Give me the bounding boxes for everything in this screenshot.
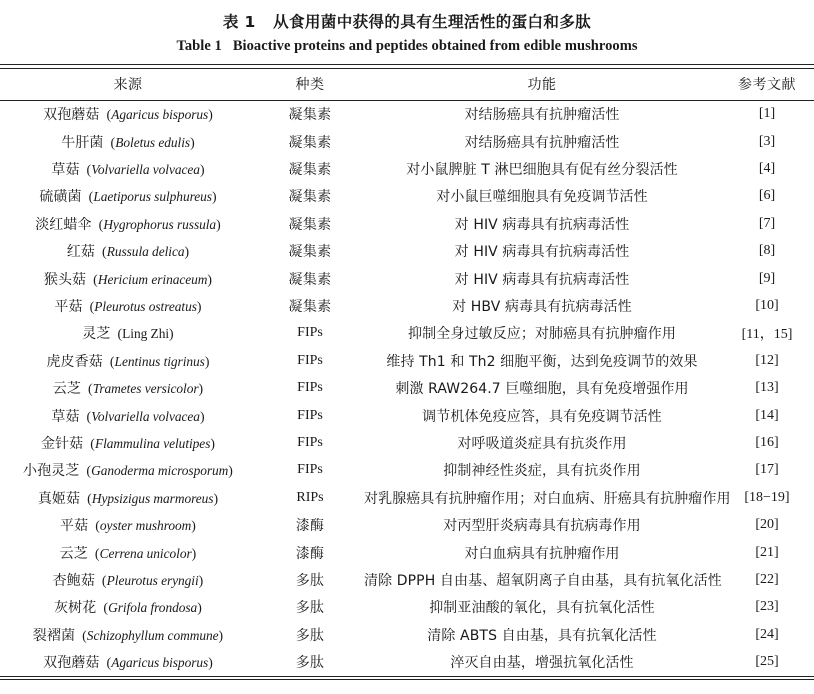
cell-function: 对 HBV 病毒具有抗病毒活性: [452, 299, 632, 316]
cell-reference: [4]: [758, 161, 776, 177]
cell-source: [0, 292, 256, 319]
cell-reference: [25]: [755, 654, 779, 670]
paren-open: (: [86, 271, 98, 287]
cell-function: 对小鼠巨噬细胞具有免疫调节活性: [436, 189, 648, 206]
cell-kind: FIPs: [297, 352, 323, 368]
cell-function: 抑制亚油酸的氧化，具有抗氧化活性: [429, 600, 655, 617]
paren-open: (: [94, 572, 107, 588]
source-chinese-name: 真姬菇: [37, 490, 81, 507]
source-latin-name: Pleurotus ostreatus: [94, 299, 197, 315]
column-header-reference: 参考文献: [738, 76, 796, 93]
table-row: [0, 484, 814, 511]
cell-kind: 凝集素: [288, 162, 332, 179]
paren-close: ): [204, 353, 210, 369]
cell-kind: RIPs: [296, 489, 324, 505]
paren-open: (: [95, 244, 107, 260]
cell-source: [0, 183, 256, 210]
paren-close: ): [228, 463, 233, 479]
cell-reference: [23]: [755, 599, 779, 615]
source-chinese-name: 小孢灵芝: [22, 463, 80, 480]
paren-close: ): [199, 408, 205, 424]
cell-reference: [21]: [755, 544, 779, 560]
table-row: [0, 347, 814, 374]
table-bottom-rule: [0, 676, 814, 681]
source-chinese-name: 草菇: [51, 162, 80, 179]
paren-open: (: [99, 107, 112, 123]
cell-source: [0, 484, 256, 511]
source-chinese-name: 淡红蜡伞: [35, 216, 92, 233]
source-chinese-name: 猴头菇: [43, 271, 87, 288]
paren-open: (: [88, 518, 100, 534]
paren-open: (: [103, 134, 116, 150]
paren-open: (: [99, 655, 112, 671]
cell-kind: 多肽: [295, 655, 325, 672]
cell-kind: 凝集素: [288, 216, 332, 233]
cell-function: 对 HIV 病毒具有抗病毒活性: [454, 271, 630, 288]
table-header: [0, 69, 814, 100]
paren-open: (: [79, 463, 92, 479]
table-row: [0, 594, 814, 621]
table-row: [0, 539, 814, 566]
cell-source: [0, 265, 256, 292]
paren-close: ): [210, 435, 216, 451]
cell-kind: FIPs: [297, 380, 323, 396]
cell-function: 抑制全身过敏反应；对肺癌具有抗肿瘤作用: [408, 326, 676, 343]
cell-function: 对 HIV 病毒具有抗病毒活性: [454, 216, 630, 233]
source-latin-name: Pleurotus eryngii: [106, 572, 199, 588]
paren-close: ): [213, 490, 219, 506]
source-chinese-name: 牛肝菌: [61, 134, 104, 151]
cell-reference: [18−19]: [744, 489, 790, 505]
cell-kind: 漆酶: [295, 545, 325, 562]
paren-open: (: [110, 326, 123, 342]
table-row: [0, 238, 814, 265]
paren-close: ): [169, 326, 174, 342]
source-chinese-name: 杏鲍菇: [52, 572, 95, 589]
paren-open: (: [83, 435, 95, 451]
paren-open: (: [87, 545, 100, 561]
cell-function: 对 HIV 病毒具有抗病毒活性: [454, 244, 630, 261]
column-header-kind: 种类: [295, 76, 325, 93]
table-row: [0, 566, 814, 593]
cell-source: [0, 594, 256, 621]
cell-reference: [10]: [755, 298, 779, 314]
source-chinese-name: 灰树花: [54, 600, 97, 617]
cell-function: 对结肠癌具有抗肿瘤活性: [464, 134, 620, 151]
paren-open: (: [91, 216, 104, 232]
table-row: [0, 429, 814, 456]
source-latin-name: Laetiporus sulphureus: [93, 189, 212, 205]
paren-close: ): [191, 545, 197, 561]
source-latin-name: Flammulina velutipes: [94, 435, 211, 451]
paren-open: (: [79, 408, 92, 424]
cell-function: 清除 ABTS 自由基，具有抗氧化活性: [427, 627, 657, 644]
paren-open: (: [81, 381, 93, 397]
bioactive-proteins-table-body: [0, 101, 814, 676]
cell-function: 清除 DPPH 自由基、超氧阴离子自由基，具有抗氧化活性: [364, 572, 722, 589]
cell-source: [0, 539, 256, 566]
source-chinese-name: 红菇: [66, 244, 95, 261]
cell-source: [0, 128, 256, 155]
cell-kind: 凝集素: [288, 189, 332, 206]
cell-reference: [24]: [755, 626, 779, 642]
cell-function: 维持 Th1 和 Th2 细胞平衡，达到免疫调节的效果: [386, 353, 698, 370]
cell-source: [0, 429, 256, 456]
paren-close: ): [197, 600, 202, 616]
table-row: [0, 155, 814, 182]
table-row: [0, 320, 814, 347]
table-body: [0, 101, 814, 676]
cell-reference: [12]: [755, 352, 779, 368]
table-row: [0, 210, 814, 237]
source-latin-name: Hericium erinaceum: [97, 271, 208, 287]
cell-kind: 漆酶: [295, 518, 325, 535]
paren-close: ): [211, 189, 217, 205]
source-latin-name: oyster mushroom: [99, 518, 192, 534]
table-caption-chinese: 表 1 从食用菌中获得的具有生理活性的蛋白和多肽: [222, 13, 592, 31]
paren-close: ): [191, 518, 196, 534]
cell-function: 刺激 RAW264.7 巨噬细胞，具有免疫增强作用: [395, 381, 689, 398]
cell-kind: FIPs: [297, 462, 323, 478]
source-latin-name: Cerrena unicolor: [99, 545, 192, 561]
cell-source: [0, 375, 256, 402]
cell-function: 调节机体免疫应答，具有免疫调节活性: [422, 408, 662, 425]
source-latin-name: Volvariella volvacea: [91, 408, 200, 424]
cell-reference: [1]: [758, 106, 776, 122]
cell-source: [0, 347, 256, 374]
cell-reference: [8]: [758, 243, 776, 259]
source-chinese-name: 云芝: [59, 545, 88, 562]
source-latin-name: Hygrophorus russula: [103, 216, 217, 232]
table-row: [0, 128, 814, 155]
cell-reference: [20]: [755, 517, 779, 533]
paren-close: ): [198, 572, 204, 588]
source-latin-name: Agaricus bisporus: [111, 107, 209, 123]
cell-kind: 凝集素: [288, 299, 332, 316]
cell-source: [0, 238, 256, 265]
paren-open: (: [75, 627, 87, 643]
column-header-source: 来源: [113, 76, 143, 93]
paren-open: (: [96, 600, 109, 616]
paren-close: ): [208, 107, 213, 123]
cell-function: 对结肠癌具有抗肿瘤活性: [464, 107, 620, 124]
table-row: [0, 375, 814, 402]
paren-close: ): [196, 299, 202, 315]
source-latin-name: Ling Zhi: [122, 326, 170, 342]
source-chinese-name: 裂褶菌: [32, 627, 76, 644]
source-latin-name: Volvariella volvacea: [91, 162, 200, 178]
source-chinese-name: 双孢蘑菇: [43, 655, 100, 672]
cell-source: [0, 101, 256, 128]
cell-function: 对乳腺癌具有抗肿瘤作用；对白血病、肝癌具有抗肿瘤作用: [364, 490, 731, 507]
cell-reference: [7]: [758, 215, 776, 231]
source-chinese-name: 云芝: [52, 381, 81, 398]
cell-kind: 多肽: [295, 627, 325, 644]
source-latin-name: Russula delica: [106, 244, 185, 260]
source-latin-name: Trametes versicolor: [92, 381, 199, 397]
cell-kind: 凝集素: [288, 271, 332, 288]
cell-kind: 凝集素: [288, 107, 332, 124]
cell-source: [0, 155, 256, 182]
cell-source: [0, 402, 256, 429]
cell-reference: [11，15]: [741, 327, 793, 343]
paren-close: ): [208, 655, 213, 671]
paren-open: (: [102, 353, 115, 369]
paren-close: ): [207, 271, 213, 287]
source-chinese-name: 硫磺菌: [39, 189, 82, 206]
source-latin-name: Lentinus tigrinus: [114, 353, 205, 369]
cell-reference: [6]: [758, 188, 776, 204]
table-row: [0, 292, 814, 319]
paren-close: ): [199, 162, 205, 178]
table-caption: [0, 0, 814, 58]
cell-reference: [16]: [755, 434, 779, 450]
source-latin-name: Ganoderma microsporum: [91, 463, 229, 479]
cell-kind: FIPs: [297, 325, 323, 341]
paren-open: (: [79, 162, 92, 178]
paren-open: (: [81, 189, 94, 205]
paren-open: (: [82, 299, 95, 315]
cell-source: [0, 457, 256, 484]
cell-function: 淬灭自由基，增强抗氧化活性: [450, 655, 634, 672]
table-row: [0, 648, 814, 675]
cell-kind: 凝集素: [288, 244, 332, 261]
cell-function: 抑制神经性炎症，具有抗炎作用: [443, 463, 641, 480]
source-latin-name: Grifola frondosa: [108, 600, 198, 616]
paren-close: ): [218, 627, 224, 643]
cell-function: 对小鼠脾脏 T 淋巴细胞具有促有丝分裂活性: [406, 162, 678, 179]
source-chinese-name: 平菇: [60, 518, 89, 535]
source-chinese-name: 虎皮香菇: [46, 353, 103, 370]
source-latin-name: Agaricus bisporus: [111, 655, 209, 671]
cell-kind: FIPs: [297, 407, 323, 423]
source-latin-name: Hypsizigus marmoreus: [91, 490, 214, 506]
source-chinese-name: 平菇: [54, 299, 83, 316]
table-row: [0, 402, 814, 429]
cell-source: [0, 210, 256, 237]
table-row: [0, 511, 814, 538]
cell-kind: 多肽: [295, 572, 325, 589]
cell-function: 对白血病具有抗肿瘤作用: [464, 545, 620, 562]
source-chinese-name: 草菇: [51, 408, 80, 425]
table-row: [0, 265, 814, 292]
table-caption-english: Table 1 Bioactive proteins and peptides obtained from edible mushrooms: [176, 38, 638, 54]
cell-source: [0, 648, 256, 675]
cell-function: 对呼吸道炎症具有抗炎作用: [457, 435, 627, 452]
table-row: [0, 457, 814, 484]
source-chinese-name: 灵芝: [82, 326, 111, 343]
source-latin-name: Boletus edulis: [115, 134, 191, 150]
cell-source: [0, 511, 256, 538]
paren-close: ): [190, 134, 195, 150]
bioactive-proteins-table: [0, 69, 814, 100]
source-latin-name: Schizophyllum commune: [86, 627, 219, 643]
paren-open: (: [80, 490, 92, 506]
cell-reference: [14]: [755, 407, 779, 423]
cell-reference: [9]: [758, 270, 776, 286]
cell-source: [0, 566, 256, 593]
paren-close: ): [198, 381, 204, 397]
paren-close: ): [216, 216, 221, 232]
cell-kind: FIPs: [297, 434, 323, 450]
paren-close: ): [184, 244, 190, 260]
table-row: [0, 621, 814, 648]
cell-reference: [22]: [755, 571, 779, 587]
table-row: [0, 101, 814, 128]
cell-reference: [3]: [758, 133, 776, 149]
cell-reference: [17]: [755, 462, 779, 478]
column-header-function: 功能: [527, 76, 557, 93]
cell-source: [0, 320, 256, 347]
table-header-row: [0, 69, 814, 100]
cell-kind: 凝集素: [288, 134, 332, 151]
cell-reference: [13]: [755, 380, 779, 396]
source-chinese-name: 双孢蘑菇: [43, 107, 100, 124]
cell-kind: 多肽: [295, 600, 325, 617]
cell-function: 对丙型肝炎病毒具有抗病毒作用: [443, 518, 641, 535]
source-chinese-name: 金针菇: [40, 435, 84, 452]
cell-source: [0, 621, 256, 648]
table-row: [0, 183, 814, 210]
